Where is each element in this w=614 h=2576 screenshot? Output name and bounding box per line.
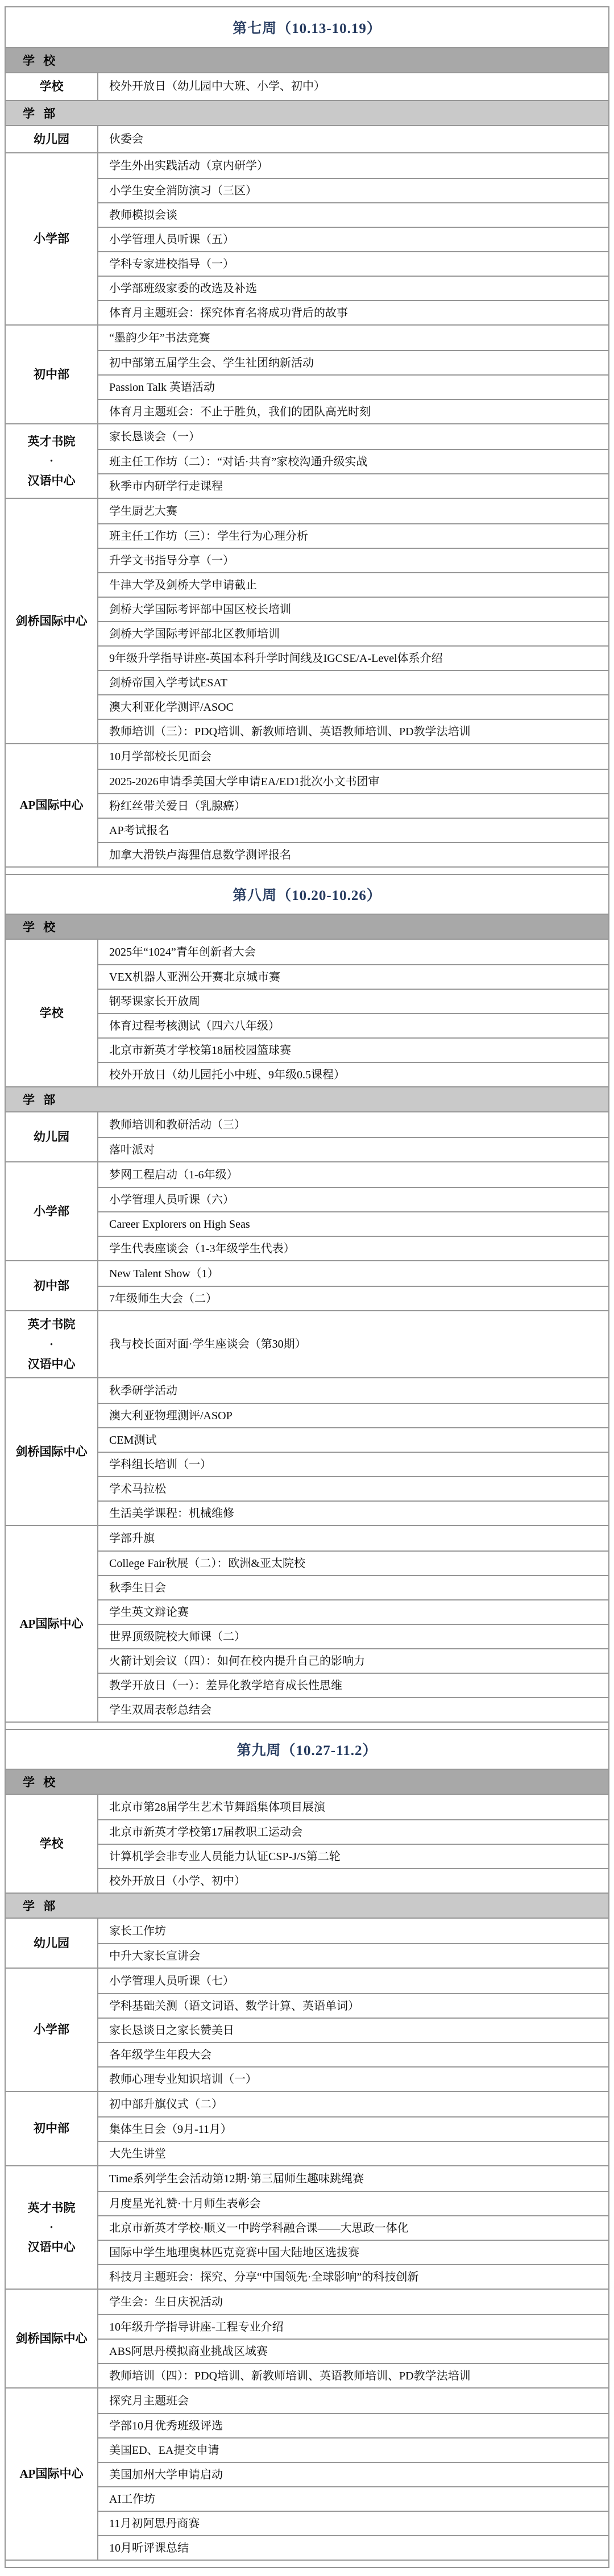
section-label	[6, 1919, 98, 1968]
activity-item: 落叶派对	[98, 1137, 608, 1161]
activity-item: 世界顶级院校大师课（二）	[98, 1624, 608, 1648]
activity-item: Time系列学生会活动第12期·第三届师生趣味跳绳赛	[109, 2172, 364, 2185]
section-label	[6, 326, 98, 423]
section-items	[98, 153, 608, 324]
section	[6, 1918, 608, 1968]
section-label	[6, 1261, 98, 1310]
band-department: 学 部	[6, 1086, 608, 1111]
activity-item: 家长工作坊	[109, 1924, 166, 1937]
activity-item: 学生会：生日庆祝活动	[109, 2295, 223, 2308]
activity-item: 学科组长培训（一）	[98, 1452, 608, 1476]
activity-item: 计算机学会非专业人员能力认证CSP-J/S第二轮	[98, 1844, 608, 1868]
section	[6, 1260, 608, 1310]
activity-item: 学科基础关测（语文词语、数学计算、英语单词）	[98, 1993, 608, 2018]
activity-item: 教师模拟会谈	[98, 202, 608, 227]
activity-item: Passion Talk 英语活动	[98, 374, 608, 399]
activity-item: 学生厨艺大赛	[109, 505, 177, 518]
section-label-line: 小学部	[34, 2023, 69, 2037]
activity-item: 北京市第28届学生艺术节舞蹈集体项目展演	[109, 1800, 325, 1814]
section	[6, 2387, 608, 2560]
section-label	[6, 499, 98, 743]
band-school: 学 校	[6, 47, 608, 72]
activity-item: 国际中学生地理奥林匹克竞赛中国大陆地区选拔赛	[98, 2240, 608, 2264]
activity-item: 粉红丝带关爱日（乳腺癌）	[98, 793, 608, 818]
activity-item: 小学生安全消防演习（三区）	[98, 178, 608, 202]
section-items	[98, 126, 608, 153]
section-label	[6, 744, 98, 866]
activity-item: 牛津大学及剑桥大学申请截止	[98, 572, 608, 597]
activity-item: 9年级升学指导讲座-英国本科升学时间线及IGCSE/A-Level体系介绍	[98, 645, 608, 670]
activity-item: 7年级师生大会（二）	[98, 1286, 608, 1310]
section-label-line: 学校	[39, 1006, 64, 1020]
section-items	[98, 73, 608, 100]
activity-item: 秋季市内研学行走课程	[98, 473, 608, 498]
weekly-calendar-document	[5, 6, 609, 2568]
activity-item: 教师心理专业知识培训（一）	[98, 2066, 608, 2091]
week-title-row	[6, 874, 608, 914]
section-label-line: 剑桥国际中心	[15, 1444, 88, 1458]
activity-item: 体育月主题班会：探究体育名将成功背后的故事	[98, 300, 608, 324]
section-items	[98, 744, 608, 866]
section-label	[6, 940, 98, 1086]
section-label-line: 剑桥国际中心	[15, 614, 88, 628]
section-items	[98, 1378, 608, 1525]
activity-item: 伙委会	[109, 132, 143, 145]
activity-item: 10月听评课总结	[98, 2535, 608, 2560]
activity-item: VEX机器人亚洲公开赛北京城市赛	[98, 964, 608, 989]
section-label-line: 剑桥国际中心	[15, 2331, 88, 2345]
section-label	[6, 1526, 98, 1721]
section-label	[6, 1795, 98, 1893]
activity-item: AI工作坊	[98, 2486, 608, 2511]
section-items	[98, 2166, 608, 2289]
section-label-line: 汉语中心	[27, 2240, 76, 2254]
activity-item: 美国ED、EA提交申请	[98, 2437, 608, 2462]
activity-item: Career Explorers on High Seas	[98, 1211, 608, 1236]
week-title: 第九周（10.27-11.2）	[237, 1743, 377, 1759]
section-items	[98, 1795, 608, 1893]
section-label-line: 英才书院	[27, 2200, 76, 2215]
activity-item: 初中部第五届学生会、学生社团纳新活动	[98, 350, 608, 374]
section-items	[98, 424, 608, 498]
section-label-line: 幼儿园	[34, 1129, 69, 1144]
activity-item: 教师培训和教研活动（三）	[109, 1118, 246, 1131]
activity-item: 学生双周表彰总结会	[98, 1697, 608, 1721]
activity-item: 升学文书指导分享（一）	[98, 548, 608, 572]
activity-item: 北京市新英才学校·顺义一中跨学科融合课——大思政一体化	[98, 2215, 608, 2240]
activity-item: 2025年“1024”青年创新者大会	[109, 945, 256, 958]
section-label	[6, 126, 98, 153]
activity-item: 体育月主题班会：不止于胜负，我们的团队高光时刻	[98, 399, 608, 423]
section-label-line: 学校	[39, 80, 64, 93]
activity-item: 教师培训（四）：PDQ培训、新教师培训、英语教师培训、PD教学法培训	[98, 2363, 608, 2387]
activity-item: 学部升旗	[109, 1532, 155, 1545]
section-label-line: 初中部	[34, 2121, 69, 2136]
section-label	[6, 153, 98, 324]
section	[6, 498, 608, 743]
activity-item: 班主任工作坊（三）：学生行为心理分析	[98, 523, 608, 548]
section	[6, 2289, 608, 2387]
section	[6, 2091, 608, 2165]
section-label-line: ·	[49, 1337, 53, 1351]
activity-item: 教师培训（三）：PDQ培训、新教师培训、英语教师培训、PD教学法培训	[98, 719, 608, 743]
section-items	[98, 326, 608, 423]
spacer-row	[6, 1721, 608, 1729]
section-items	[98, 1919, 608, 1968]
activity-item: 校外开放日（幼儿园中大班、小学、初中）	[109, 80, 325, 93]
activity-item: ABS阿思丹模拟商业挑战区域赛	[98, 2339, 608, 2363]
activity-item: 剑桥大学国际考评部中国区校长培训	[98, 597, 608, 621]
section-label-line: ·	[49, 2220, 53, 2235]
section-label	[6, 424, 98, 498]
section-label-line: 汉语中心	[27, 474, 76, 488]
activity-item: 澳大利亚物理测评/ASOP	[98, 1403, 608, 1427]
week-title: 第八周（10.20-10.26）	[233, 888, 381, 904]
section-label-line: AP国际中心	[19, 1616, 84, 1631]
activity-item: 火箭计划会议（四）：如何在校内提升自己的影响力	[98, 1648, 608, 1673]
activity-item: 我与校长面对面·学生座谈会（第30期）	[109, 1338, 306, 1351]
section-label-line: 初中部	[34, 367, 69, 381]
section-label-line: 汉语中心	[27, 1357, 76, 1371]
section-label	[6, 1162, 98, 1260]
activity-item: 学术马拉松	[98, 1476, 608, 1500]
activity-item: 学生外出实践活动（京内研学）	[109, 159, 268, 172]
activity-item: 北京市新英才学校第17届教职工运动会	[98, 1819, 608, 1844]
section	[6, 1525, 608, 1721]
activity-item: 剑桥大学国际考评部北区教师培训	[98, 621, 608, 645]
activity-item: 月度星光礼赞·十月师生表彰会	[98, 2191, 608, 2215]
band-school: 学 校	[6, 1769, 608, 1794]
section	[6, 1310, 608, 1377]
activity-item: 澳大利亚化学测评/ASOC	[98, 694, 608, 719]
section-items	[98, 940, 608, 1086]
section-label-line: 初中部	[34, 1278, 69, 1293]
section-label-line: ·	[49, 454, 53, 468]
section-items	[98, 2290, 608, 2387]
activity-item: CEM测试	[98, 1427, 608, 1452]
activity-item: 11月初阿思丹商赛	[98, 2511, 608, 2535]
activity-item: 各年级学生年段大会	[98, 2042, 608, 2066]
section	[6, 1377, 608, 1525]
activity-item: “墨韵少年”书法竞赛	[109, 331, 210, 344]
activity-item: 学科专家进校指导（一）	[98, 251, 608, 276]
section-label	[6, 1969, 98, 2091]
section	[6, 1794, 608, 1893]
section-items	[98, 2092, 608, 2165]
activity-item: 学生英文辩论赛	[98, 1599, 608, 1624]
section-label	[6, 73, 98, 100]
band-school: 学 校	[6, 914, 608, 939]
section	[6, 743, 608, 866]
section	[6, 324, 608, 423]
activity-item: New Talent Show（1）	[109, 1267, 219, 1280]
activity-item: 集体生日会（9月-11月）	[98, 2116, 608, 2141]
section-items	[98, 499, 608, 743]
activity-item: 剑桥帝国入学考试ESAT	[98, 670, 608, 694]
activity-item: 小学管理人员听课（六）	[98, 1187, 608, 1211]
activity-item: 小学部班级家委的改选及补选	[98, 276, 608, 300]
week-title: 第七周（10.13-10.19）	[233, 21, 381, 36]
section-label-line: 小学部	[34, 232, 69, 246]
activity-item: 北京市新英才学校第18届校园篮球赛	[98, 1037, 608, 1062]
activity-item: 学生代表座谈会（1-3年级学生代表）	[98, 1236, 608, 1260]
section-label-line: 幼儿园	[34, 1936, 69, 1950]
activity-item: 美国加州大学申请启动	[98, 2462, 608, 2486]
section-label-line: AP国际中心	[19, 798, 84, 812]
section-label	[6, 1311, 98, 1377]
activity-item: 探究月主题班会	[109, 2394, 189, 2407]
section-label	[6, 2290, 98, 2387]
section	[6, 423, 608, 498]
section	[6, 152, 608, 324]
section-label-line: 学校	[39, 1836, 64, 1850]
band-department: 学 部	[6, 100, 608, 125]
section-label-line: AP国际中心	[19, 2467, 84, 2481]
activity-item: 中升大家长宣讲会	[98, 1943, 608, 1968]
section	[6, 1111, 608, 1161]
section	[6, 2165, 608, 2289]
activity-item: 体育过程考核测试（四六八年级）	[98, 1013, 608, 1037]
section-label	[6, 1378, 98, 1525]
section-label	[6, 2389, 98, 2560]
activity-item: 秋季研学活动	[109, 1384, 177, 1397]
activity-item: College Fair秋展（二）：欧洲&亚太院校	[98, 1550, 608, 1575]
activity-item: 教学开放日（一）：差异化教学培育成长性思维	[98, 1673, 608, 1697]
section	[6, 125, 608, 153]
activity-item: 钢琴课家长开放周	[98, 989, 608, 1013]
week-title-row	[6, 7, 608, 47]
section-items	[98, 2389, 608, 2560]
section	[6, 1161, 608, 1260]
activity-item: 校外开放日（小学、初中）	[98, 1868, 608, 1893]
section-label	[6, 2166, 98, 2289]
activity-item: AP考试报名	[98, 818, 608, 842]
activity-item: 校外开放日（幼儿园托小中班、9年级0.5课程）	[98, 1062, 608, 1086]
section	[6, 72, 608, 100]
spacer-row	[6, 866, 608, 874]
section-label-line: 小学部	[34, 1204, 69, 1218]
section-label	[6, 1112, 98, 1161]
section-label	[6, 2092, 98, 2165]
activity-item: 班主任工作坊（二）：“对话·共育”家校沟通升级实战	[98, 449, 608, 473]
activity-item: 科技月主题班会：探究、分享“中国领先·全球影响”的科技创新	[98, 2264, 608, 2289]
section-items	[98, 1261, 608, 1310]
spacer-row	[6, 2560, 608, 2567]
activity-item: 小学管理人员听课（七）	[109, 1974, 234, 1987]
section-items	[98, 1311, 608, 1377]
activity-item: 家长恳谈会（一）	[109, 430, 200, 443]
section	[6, 1968, 608, 2091]
activity-item: 大先生讲堂	[98, 2141, 608, 2165]
activity-item: 加拿大滑铁卢海狸信息数学测评报名	[98, 842, 608, 866]
band-department: 学 部	[6, 1893, 608, 1918]
activity-item: 10年级升学指导讲座-工程专业介绍	[98, 2314, 608, 2339]
activity-item: 初中部升旗仪式（二）	[109, 2098, 223, 2111]
activity-item: 生活美学课程：机械维修	[98, 1500, 608, 1525]
activity-item: 小学管理人员听课（五）	[98, 227, 608, 251]
section-items	[98, 1526, 608, 1721]
activity-item: 学部10月优秀班级评选	[98, 2413, 608, 2437]
activity-item: 10月学部校长见面会	[109, 750, 211, 763]
section	[6, 939, 608, 1086]
week-title-row	[6, 1729, 608, 1769]
activity-item: 梦网工程启动（1-6年级）	[109, 1168, 238, 1181]
section-items	[98, 1112, 608, 1161]
section-label-line: 幼儿园	[34, 132, 69, 146]
activity-item: 秋季生日会	[98, 1575, 608, 1599]
section-items	[98, 1162, 608, 1260]
section-label-line: 英才书院	[27, 434, 76, 448]
activity-item: 家长恳谈日之家长赞美日	[98, 2018, 608, 2042]
section-items	[98, 1969, 608, 2091]
section-label-line: 英才书院	[27, 1318, 76, 1332]
activity-item: 2025-2026申请季美国大学申请EA/ED1批次小文书团审	[98, 769, 608, 793]
